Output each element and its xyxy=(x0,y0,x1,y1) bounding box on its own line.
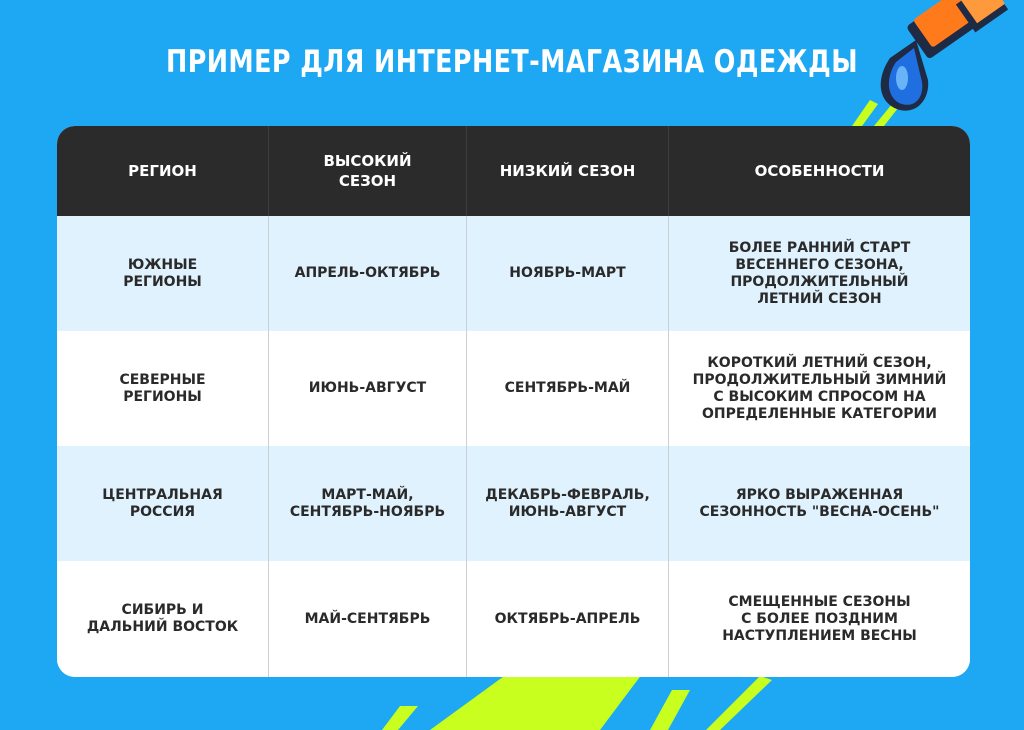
header-high-season: ВЫСОКИЙ СЕЗОН xyxy=(269,126,467,216)
seasonality-table xyxy=(57,126,970,677)
cell-high-siberia: МАЙ-СЕНТЯБРЬ xyxy=(269,561,467,677)
cell-notes-south: БОЛЕЕ РАННИЙ СТАРТ ВЕСЕННЕГО СЕЗОНА, ПРОДОЛЖИТЕЛЬНЫЙ ЛЕТНИЙ СЕЗОН xyxy=(669,216,970,331)
header-low-season: НИЗКИЙ СЕЗОН xyxy=(467,126,669,216)
cell-region-central: ЦЕНТРАЛЬНАЯ РОССИЯ xyxy=(57,446,269,561)
cell-region-siberia: СИБИРЬ И ДАЛЬНИЙ ВОСТОК xyxy=(57,561,269,677)
cell-high-north: ИЮНЬ-АВГУСТ xyxy=(269,331,467,446)
cell-region-north: СЕВЕРНЫЕ РЕГИОНЫ xyxy=(57,331,269,446)
cell-notes-siberia: СМЕЩЕННЫЕ СЕЗОНЫ С БОЛЕЕ ПОЗДНИМ НАСТУПЛЕНИЕМ ВЕСНЫ xyxy=(669,561,970,677)
cell-low-south: НОЯБРЬ-МАРТ xyxy=(467,216,669,331)
cell-low-north: СЕНТЯБРЬ-МАЙ xyxy=(467,331,669,446)
cell-low-central: ДЕКАБРЬ-ФЕВРАЛЬ, ИЮНЬ-АВГУСТ xyxy=(467,446,669,561)
page-title: ПРИМЕР ДЛЯ ИНТЕРНЕТ-МАГАЗИНА ОДЕЖДЫ xyxy=(166,44,858,80)
cell-region-south: ЮЖНЫЕ РЕГИОНЫ xyxy=(57,216,269,331)
cell-low-siberia: ОКТЯБРЬ-АПРЕЛЬ xyxy=(467,561,669,677)
header-features: ОСОБЕННОСТИ xyxy=(669,126,970,216)
cell-high-central: МАРТ-МАЙ, СЕНТЯБРЬ-НОЯБРЬ xyxy=(269,446,467,561)
cell-notes-north: КОРОТКИЙ ЛЕТНИЙ СЕЗОН, ПРОДОЛЖИТЕЛЬНЫЙ ЗИМНИЙ С ВЫСОКИМ СПРОСОМ НА ОПРЕДЕЛЕННЫЕ КАТЕГОРИИ xyxy=(669,331,970,446)
table-grid xyxy=(57,126,970,677)
header-region: РЕГИОН xyxy=(57,126,269,216)
cell-notes-central: ЯРКО ВЫРАЖЕННАЯ СЕЗОННОСТЬ "ВЕСНА-ОСЕНЬ" xyxy=(669,446,970,561)
cell-high-south: АПРЕЛЬ-ОКТЯБРЬ xyxy=(269,216,467,331)
